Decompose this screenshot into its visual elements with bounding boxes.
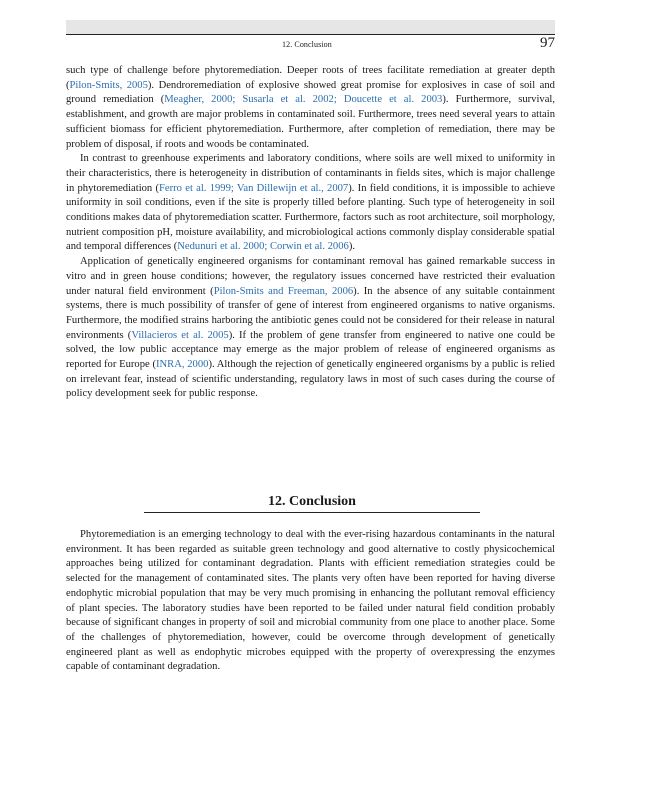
text-run: ). In field conditions, it is impossible to achieve uniformity in soil conditions, even if the site is properly tilled before planting. Such type of heterogeneity in soil conditions makes data of phytoremediation scatter. Furthermore, factors such as root architecture, soil morphology, nutrient composition pH, moisture availability, and microbiological actions commonly display considerable spatial and temporal differences (: [66, 182, 555, 253]
text-run: ).: [348, 241, 355, 253]
paragraph-3: [66, 255, 555, 402]
citation-link[interactable]: INRA, 2000: [155, 359, 209, 371]
text-run: Application of genetically engineered organisms for contaminant removal has gained remarkable success in vitro and in green house conditions; however, the regulatory issues concerned have restricted their evaluation under natural field environment (: [66, 256, 555, 297]
citation-link[interactable]: Pilon-Smits and Freeman, 2006: [213, 285, 354, 297]
paragraph-1: [66, 64, 555, 152]
header-band: [66, 20, 555, 34]
citation-link[interactable]: Meagher, 2000; Susarla et al. 2002; Doucette et al. 2003: [164, 94, 443, 106]
section-heading: 12. Conclusion: [268, 494, 356, 509]
citation-link[interactable]: Ferro et al. 1999; Van Dillewijn et al., 2007: [159, 182, 349, 194]
body-text: [66, 64, 555, 402]
paragraph-2: [66, 152, 555, 255]
text-run: ). Although the rejection of genetically engineered organisms by a public is relied on irrelevant fear, instead of scientific understanding, regulatory laws in most of such cases during the course of policy development seek for public response.: [66, 359, 555, 400]
text-run: ). Dendroremediation of explosive showed great promise for explosives in case of soil and ground remediation (: [66, 79, 555, 106]
text-run: ). If the problem of gene transfer from engineered to native one could be solved, the low public acceptance may emerge as the major problem of release of engineered organisms as reported for Europe (: [66, 329, 555, 371]
text-run: ). Furthermore, survival, establishment, and growth are major problems in contaminated soil. Furthermore, trees need several years to attain sufficient biomass for efficient phytoremediation. Furthermore, after completion of remediation, there may be problem of disposal, if roots and woods be contaminated.: [66, 94, 556, 150]
citation-link[interactable]: Villacieros et al. 2005: [131, 329, 229, 341]
running-head: 12. Conclusion: [282, 40, 332, 49]
header-rule: [66, 34, 555, 35]
citation-link[interactable]: Pilon-Smits, 2005: [69, 79, 148, 91]
text-run: such type of challenge before phytoremediation. Deeper roots of trees facilitate remediation at greater depth (: [66, 65, 555, 91]
text-run: ). In the absence of any suitable containment systems, there is much possibility of transfer of gene of interest from engineered organisms to native organisms. Furthermore, the modified strains harboring the antibiotic genes could not be considered for their release in natural environments (: [66, 285, 555, 341]
page-number: 97: [540, 35, 555, 51]
section-rule: [144, 512, 480, 513]
citation-link[interactable]: Nedunuri et al. 2000; Corwin et al. 2006: [177, 241, 349, 253]
text-run: In contrast to greenhouse experiments and laboratory conditions, where soils are well mixed to uniformity in their characteristics, there is heterogeneity in distribution of contaminants in fields sites, which is major challenge in phytoremediation (: [66, 153, 555, 194]
conclusion-text: [66, 528, 555, 675]
conclusion-paragraph: Phytoremediation is an emerging technology to deal with the ever-rising hazardous contaminants in the natural environment. It has been regarded as suitable green technology and good alternative to costly physicochemical approaches being utilized for contaminant degradation. Plants with efficient remediation strategies could be selected for the management of contaminated sites. The plants very often have been reported for having diverse endophytic microbial population that may be very much promising in enhancing the pollutant removal efficiency of plant species. The laboratory studies have been reported to be failed under natural field condition probably because of significant changes in property of soil and microbial community from one place to another place. Some of the challenges of phytoremediation, however, could be overcome through development of genetically engineered plant as well as endophytic microbes equipped with the property of overexpressing the enzymes capable of contaminant degradation.: [66, 529, 555, 673]
